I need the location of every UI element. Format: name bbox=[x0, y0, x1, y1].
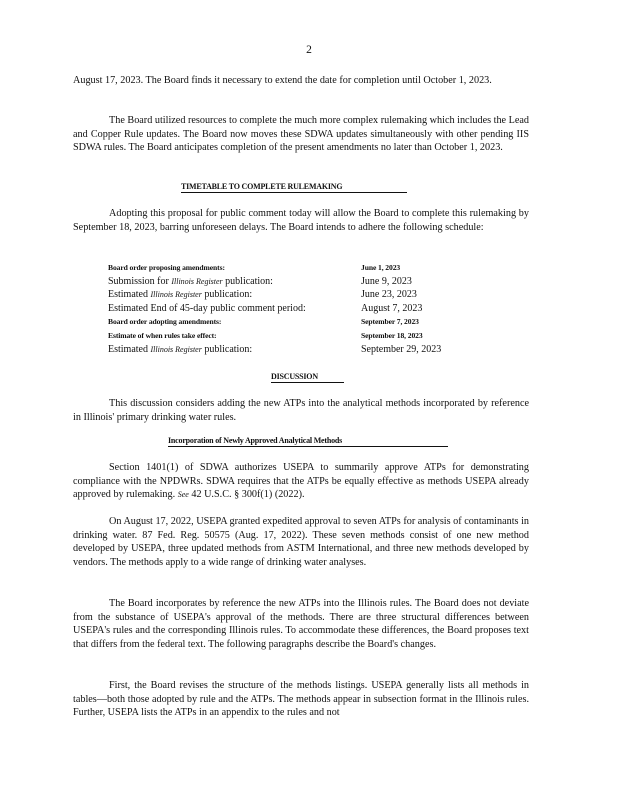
paragraph-4: This discussion considers adding the new ATPs into the analytical methods incorporated by reference in Illinois' primary drinking water rules. bbox=[73, 398, 529, 423]
schedule-desc: Estimate of when rules take effect: bbox=[108, 330, 217, 340]
schedule-desc: Board order adopting amendments: bbox=[108, 317, 222, 327]
schedule-date: September 18, 2023 bbox=[361, 330, 423, 340]
paragraph-2: The Board utilized resources to complete the much more complex rulemaking which includes the Lead and Copper Rule updates. The Board now moves these SDWA updates simultaneously with other pending IIS SDWA rules. The Board anticipates completion of the present amendments no later than October 1, 2023. bbox=[73, 115, 529, 154]
paragraph-1: August 17, 2023. The Board finds it necessary to extend the date for completion until October 1, 2023. bbox=[73, 75, 492, 86]
schedule-date: September 29, 2023 bbox=[361, 343, 442, 355]
schedule-desc: Board order proposing amendments: bbox=[108, 263, 225, 272]
paragraph-7: The Board incorporates by reference the new ATPs into the Illinois rules. The Board does not deviate from the substance of USEPA's approval of the methods. There are three structural differences between USEPA's rules and the corresponding Illinois rules. To accommodate these differences, the Board proposes text that differs from the federal text. The following paragraphs describe the Board's changes. bbox=[73, 598, 529, 650]
heading-incorporation: Incorporation of Newly Approved Analytical Methods bbox=[168, 436, 448, 447]
schedule-desc: Estimated Illinois Register publication: bbox=[108, 343, 253, 355]
schedule-row bbox=[108, 302, 488, 316]
illinois-register-italic: Illinois Register bbox=[150, 344, 202, 354]
see-citation-signal: See bbox=[177, 490, 189, 500]
paragraph-5: Section 1401(1) of SDWA authorizes USEPA to summarily approve ATPs for demonstrating compliance with the NPDWRs. SDWA requires that the ATPs be equally effective as methods USEPA already approved by rulemaking. See 42 U.S.C. § 300f(1) (2022). bbox=[73, 462, 529, 501]
schedule-row bbox=[108, 329, 488, 343]
schedule-row bbox=[108, 275, 488, 289]
schedule-row bbox=[108, 288, 488, 302]
schedule-table bbox=[108, 261, 488, 356]
schedule-desc: Submission for Illinois Register publication: bbox=[108, 275, 273, 287]
schedule-row bbox=[108, 315, 488, 329]
heading-timetable: TIMETABLE TO COMPLETE RULEMAKING bbox=[181, 182, 407, 193]
schedule-date: June 23, 2023 bbox=[361, 289, 417, 301]
illinois-register-italic: Illinois Register bbox=[171, 276, 223, 286]
schedule-date: August 7, 2023 bbox=[361, 302, 423, 314]
paragraph-8: First, the Board revises the structure of the methods listings. USEPA generally lists all methods in tables—both those adopted by rule and the ATPs. The methods appear in subsection format in the Illinois rules. Further, USEPA lists the ATPs in an appendix to the rules and not bbox=[73, 680, 529, 719]
schedule-date: June 9, 2023 bbox=[361, 275, 412, 287]
illinois-register-italic: Illinois Register bbox=[150, 290, 202, 300]
schedule-row bbox=[108, 343, 488, 357]
heading-discussion: DISCUSSION bbox=[271, 372, 344, 383]
page-number: 2 bbox=[306, 44, 312, 56]
schedule-row bbox=[108, 261, 488, 275]
paragraph-6: On August 17, 2022, USEPA granted expedited approval to seven ATPs for analysis of contaminants in drinking water. 87 Fed. Reg. 50575 (Aug. 17, 2022). These seven methods consist of one new method developed by USEPA, three updated methods from ASTM International, and three new methods developed by vendors. The methods apply to a wide range of drinking water analyses. bbox=[73, 516, 529, 568]
schedule-desc: Estimated End of 45-day public comment period: bbox=[108, 302, 306, 314]
schedule-desc: Estimated Illinois Register publication: bbox=[108, 289, 253, 301]
paragraph-3: Adopting this proposal for public comment today will allow the Board to complete this rulemaking by September 18, 2023, barring unforeseen delays. The Board intends to adhere the following schedule: bbox=[73, 208, 529, 233]
schedule-date: September 7, 2023 bbox=[361, 317, 419, 327]
schedule-date: June 1, 2023 bbox=[361, 263, 401, 272]
